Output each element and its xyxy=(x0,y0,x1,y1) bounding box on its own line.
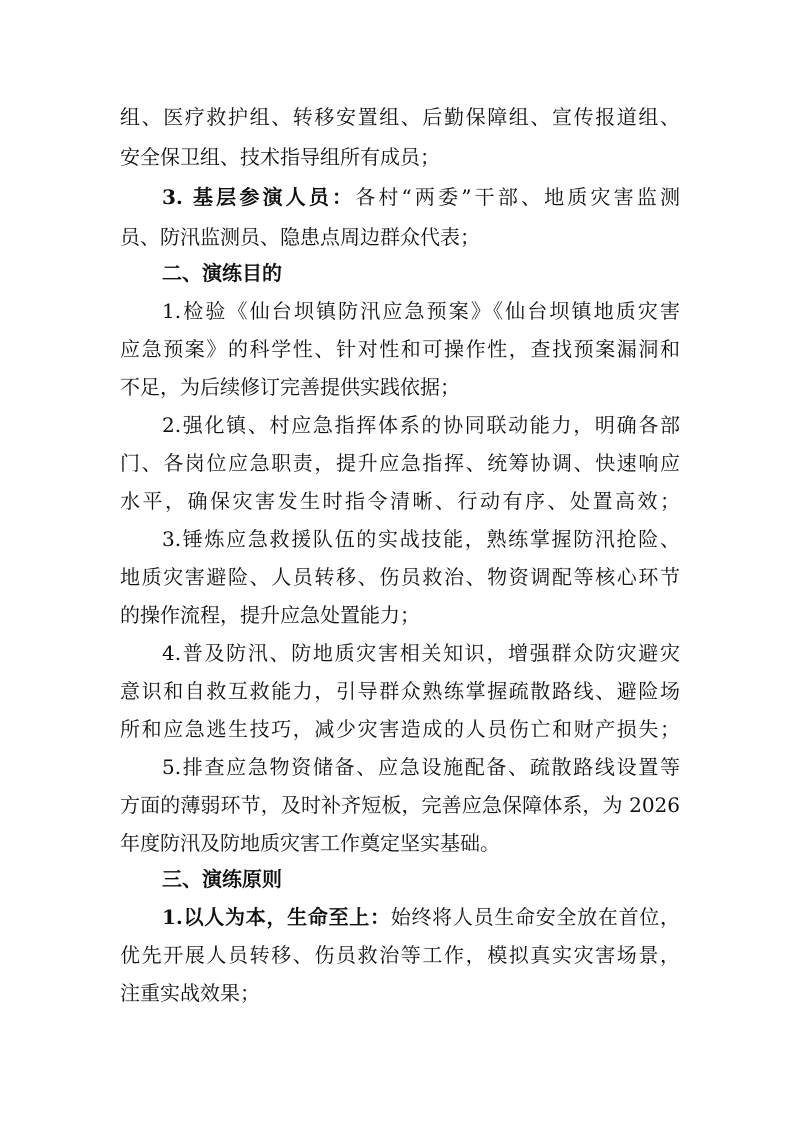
principle-1-line-1 xyxy=(162,897,680,937)
principle-1-line-2: 优先开展人员转移、伤员救治等工作，模拟真实灾害场景， xyxy=(120,943,680,967)
objective-3-line-3: 的操作流程，提升应急处置能力； xyxy=(120,603,420,627)
objective-2-line-1: 2.强化镇、村应急指挥体系的协同联动能力，明确各部 xyxy=(162,413,680,437)
objective-5-line-1: 5.排查应急物资储备、应急设施配备、疏散路线设置等 xyxy=(162,755,680,779)
objective-3-line-2: 地质灾害避险、人员转移、伤员救治、物资调配等核心环节 xyxy=(120,565,680,589)
objective-1-line-2: 应急预案》的科学性、针对性和可操作性，查找预案漏洞和 xyxy=(120,337,680,361)
org-members-line-1: 组、医疗救护组、转移安置组、后勤保障组、宣传报道组、 xyxy=(120,105,680,129)
grassroots-participants-text: 各村“两委”干部、地质灾害监测 xyxy=(355,185,681,209)
principle-1-text: 始终将人员生命安全放在首位， xyxy=(390,905,681,929)
objective-2-line-3: 水平，确保灾害发生时指令清晰、行动有序、处置高效； xyxy=(120,489,680,513)
objective-5-line-2: 方面的薄弱环节，及时补齐短板，完善应急保障体系，为 2026 xyxy=(120,793,680,817)
objective-1-line-3: 不足，为后续修订完善提供实践依据； xyxy=(120,375,460,399)
objective-1-line-1: 1.检验《仙台坝镇防汛应急预案》《仙台坝镇地质灾害 xyxy=(162,299,680,323)
objective-4-line-1: 4.普及防汛、防地质灾害相关知识，增强群众防灾避灾 xyxy=(162,641,680,665)
section-heading-objectives: 二、演练目的 xyxy=(162,261,282,285)
objective-4-line-2: 意识和自救互救能力，引导群众熟练掌握疏散路线、避险场 xyxy=(120,679,680,703)
grassroots-participants-line-1 xyxy=(162,177,680,217)
section-heading-principles: 三、演练原则 xyxy=(162,867,282,891)
objective-2-line-2: 门、各岗位应急职责，提升应急指挥、统筹协调、快速响应 xyxy=(120,451,680,475)
objective-3-line-1: 3.锤炼应急救援队伍的实战技能，熟练掌握防汛抢险、 xyxy=(162,527,680,551)
objective-4-line-3: 所和应急逃生技巧，减少灾害造成的人员伤亡和财产损失； xyxy=(120,717,680,741)
principle-1-line-3: 注重实战效果； xyxy=(120,981,260,1005)
objective-5-line-3: 年度防汛及防地质灾害工作奠定坚实基础。 xyxy=(120,831,500,855)
grassroots-participants-label: 3. 基层参演人员： xyxy=(162,185,356,209)
principle-1-label: 1.以人为本，生命至上： xyxy=(162,905,391,929)
org-members-line-2: 安全保卫组、技术指导组所有成员； xyxy=(120,145,440,169)
grassroots-participants-line-2: 员、防汛监测员、隐患点周边群众代表； xyxy=(120,225,480,249)
